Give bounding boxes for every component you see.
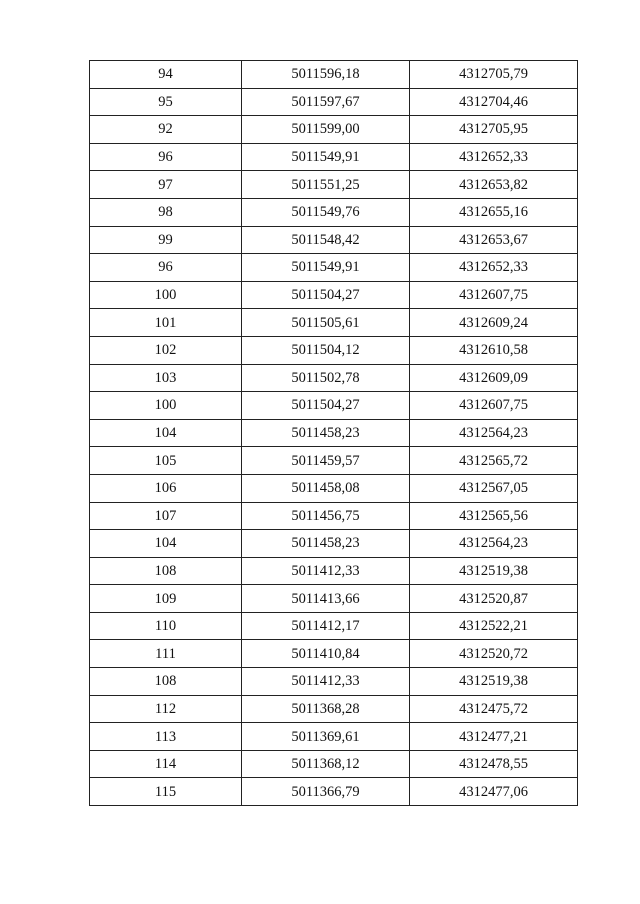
y-coordinate-cell: 4312478,55 [410, 750, 578, 778]
point-number-cell: 110 [90, 612, 242, 640]
x-coordinate-cell: 5011369,61 [242, 723, 410, 751]
x-coordinate-cell: 5011505,61 [242, 309, 410, 337]
point-number-cell: 113 [90, 723, 242, 751]
point-number-cell: 100 [90, 392, 242, 420]
x-coordinate-cell: 5011413,66 [242, 585, 410, 613]
y-coordinate-cell: 4312609,24 [410, 309, 578, 337]
x-coordinate-cell: 5011412,17 [242, 612, 410, 640]
point-number-cell: 112 [90, 695, 242, 723]
y-coordinate-cell: 4312705,95 [410, 116, 578, 144]
y-coordinate-cell: 4312655,16 [410, 198, 578, 226]
point-number-cell: 101 [90, 309, 242, 337]
table-row [90, 668, 578, 696]
point-number-cell: 98 [90, 198, 242, 226]
x-coordinate-cell: 5011504,27 [242, 281, 410, 309]
point-number-cell: 96 [90, 143, 242, 171]
coordinates-table-body [90, 61, 578, 806]
point-number-cell: 99 [90, 226, 242, 254]
point-number-cell: 111 [90, 640, 242, 668]
point-number-cell: 104 [90, 419, 242, 447]
point-number-cell: 108 [90, 668, 242, 696]
x-coordinate-cell: 5011549,91 [242, 143, 410, 171]
y-coordinate-cell: 4312565,56 [410, 502, 578, 530]
x-coordinate-cell: 5011456,75 [242, 502, 410, 530]
x-coordinate-cell: 5011458,08 [242, 474, 410, 502]
table-row [90, 364, 578, 392]
table-row [90, 281, 578, 309]
point-number-cell: 95 [90, 88, 242, 116]
table-row [90, 336, 578, 364]
table-row [90, 474, 578, 502]
x-coordinate-cell: 5011458,23 [242, 530, 410, 558]
point-number-cell: 92 [90, 116, 242, 144]
x-coordinate-cell: 5011412,33 [242, 668, 410, 696]
point-number-cell: 97 [90, 171, 242, 199]
x-coordinate-cell: 5011458,23 [242, 419, 410, 447]
x-coordinate-cell: 5011368,28 [242, 695, 410, 723]
point-number-cell: 109 [90, 585, 242, 613]
x-coordinate-cell: 5011459,57 [242, 447, 410, 475]
table-row [90, 750, 578, 778]
table-row [90, 502, 578, 530]
table-row [90, 723, 578, 751]
table-row [90, 612, 578, 640]
point-number-cell: 94 [90, 61, 242, 89]
x-coordinate-cell: 5011548,42 [242, 226, 410, 254]
x-coordinate-cell: 5011596,18 [242, 61, 410, 89]
y-coordinate-cell: 4312653,82 [410, 171, 578, 199]
table-row [90, 695, 578, 723]
y-coordinate-cell: 4312519,38 [410, 668, 578, 696]
table-row [90, 585, 578, 613]
table-row [90, 530, 578, 558]
y-coordinate-cell: 4312610,58 [410, 336, 578, 364]
y-coordinate-cell: 4312607,75 [410, 392, 578, 420]
y-coordinate-cell: 4312520,87 [410, 585, 578, 613]
table-row [90, 171, 578, 199]
x-coordinate-cell: 5011504,27 [242, 392, 410, 420]
point-number-cell: 103 [90, 364, 242, 392]
x-coordinate-cell: 5011549,76 [242, 198, 410, 226]
y-coordinate-cell: 4312565,72 [410, 447, 578, 475]
table-row [90, 557, 578, 585]
y-coordinate-cell: 4312609,09 [410, 364, 578, 392]
x-coordinate-cell: 5011549,91 [242, 254, 410, 282]
table-row [90, 88, 578, 116]
table-row [90, 309, 578, 337]
y-coordinate-cell: 4312704,46 [410, 88, 578, 116]
point-number-cell: 105 [90, 447, 242, 475]
table-row [90, 61, 578, 89]
table-row [90, 116, 578, 144]
x-coordinate-cell: 5011599,00 [242, 116, 410, 144]
point-number-cell: 102 [90, 336, 242, 364]
x-coordinate-cell: 5011410,84 [242, 640, 410, 668]
point-number-cell: 108 [90, 557, 242, 585]
point-number-cell: 96 [90, 254, 242, 282]
y-coordinate-cell: 4312607,75 [410, 281, 578, 309]
point-number-cell: 106 [90, 474, 242, 502]
point-number-cell: 100 [90, 281, 242, 309]
x-coordinate-cell: 5011502,78 [242, 364, 410, 392]
y-coordinate-cell: 4312475,72 [410, 695, 578, 723]
y-coordinate-cell: 4312522,21 [410, 612, 578, 640]
table-row [90, 447, 578, 475]
table-row [90, 392, 578, 420]
x-coordinate-cell: 5011412,33 [242, 557, 410, 585]
y-coordinate-cell: 4312520,72 [410, 640, 578, 668]
x-coordinate-cell: 5011551,25 [242, 171, 410, 199]
table-row [90, 640, 578, 668]
x-coordinate-cell: 5011597,67 [242, 88, 410, 116]
y-coordinate-cell: 4312653,67 [410, 226, 578, 254]
point-number-cell: 107 [90, 502, 242, 530]
y-coordinate-cell: 4312564,23 [410, 530, 578, 558]
table-row [90, 143, 578, 171]
table-row [90, 198, 578, 226]
x-coordinate-cell: 5011504,12 [242, 336, 410, 364]
y-coordinate-cell: 4312519,38 [410, 557, 578, 585]
y-coordinate-cell: 4312652,33 [410, 143, 578, 171]
point-number-cell: 115 [90, 778, 242, 806]
y-coordinate-cell: 4312567,05 [410, 474, 578, 502]
y-coordinate-cell: 4312477,21 [410, 723, 578, 751]
table-row [90, 226, 578, 254]
table-row [90, 254, 578, 282]
table-row [90, 419, 578, 447]
coordinates-table [89, 60, 578, 806]
y-coordinate-cell: 4312477,06 [410, 778, 578, 806]
point-number-cell: 104 [90, 530, 242, 558]
x-coordinate-cell: 5011368,12 [242, 750, 410, 778]
point-number-cell: 114 [90, 750, 242, 778]
x-coordinate-cell: 5011366,79 [242, 778, 410, 806]
table-row [90, 778, 578, 806]
y-coordinate-cell: 4312564,23 [410, 419, 578, 447]
y-coordinate-cell: 4312652,33 [410, 254, 578, 282]
y-coordinate-cell: 4312705,79 [410, 61, 578, 89]
